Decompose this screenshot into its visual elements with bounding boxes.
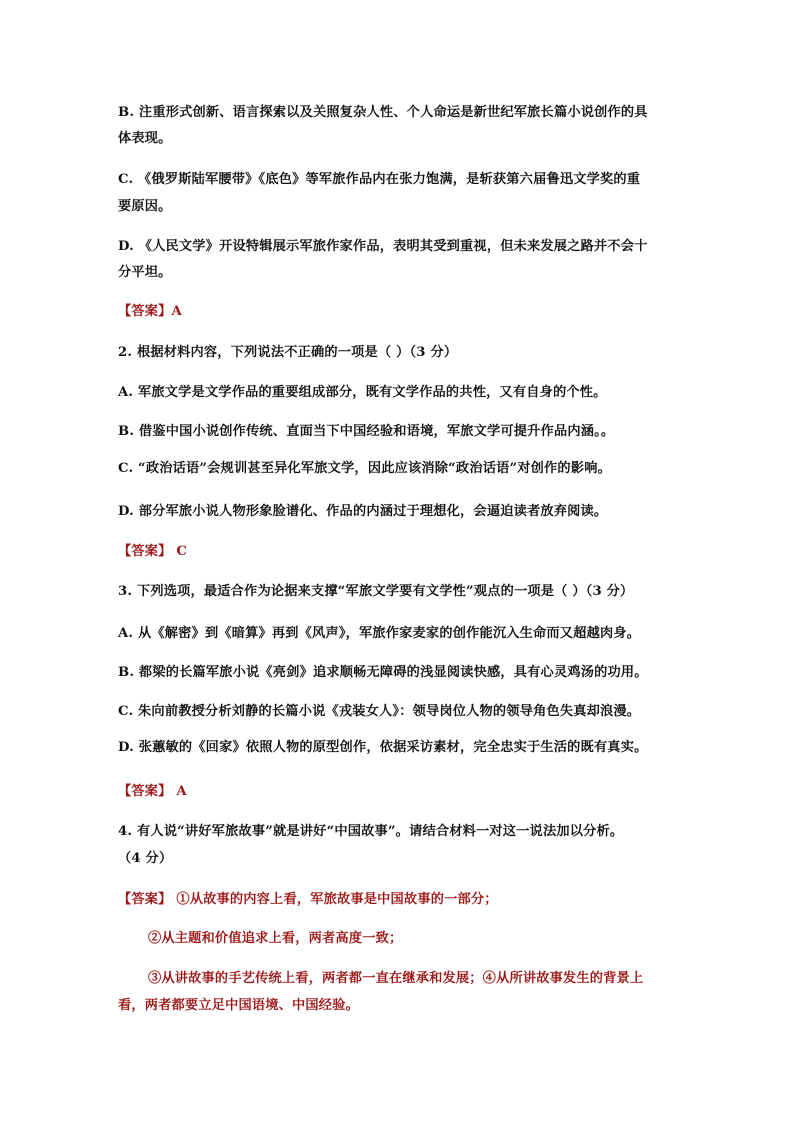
q3-stem: 3. 下列选项，最适合作为论据来支撑“军旅文学要有文学性”观点的一项是（ ）（3 分） xyxy=(118,584,634,599)
q1-option-c-line1: C. 《俄罗斯陆军腰带》《底色》等军旅作品内在张力饱满，是斩获第六届鲁迅文学奖的重 xyxy=(118,172,641,187)
q4-answer-line1: 【答案】 ①从故事的内容上看，军旅故事是中国故事的一部分； xyxy=(118,892,498,907)
q4-stem-line2: （4 分） xyxy=(118,851,173,866)
q4-answer-line4: 看，两者都要立足中国语境、中国经验。 xyxy=(118,998,359,1013)
q3-option-a: A. 从《解密》到《暗算》再到《风声》，军旅作家麦家的创作能沉入生命而又超越肉身。 xyxy=(118,626,641,641)
q1-option-c-line2: 要原因。 xyxy=(118,199,172,214)
q3-option-b: B. 都梁的长篇军旅小说《亮剑》追求顺畅无障碍的浅显阅读快感，具有心灵鸡汤的功用。 xyxy=(118,665,648,680)
q2-stem: 2. 根据材料内容，下列说法不正确的一项是（ ）（3 分） xyxy=(118,345,458,360)
q2-option-d: D. 部分军旅小说人物形象脸谱化、作品的内涵过于理想化，会逼迫读者放弃阅读。 xyxy=(118,504,608,519)
q2-option-b: B. 借鉴中国小说创作传统、直面当下中国经验和语境，军旅文学可提升作品内涵。。 xyxy=(118,424,615,439)
q2-option-a: A. 军旅文学是文学作品的重要组成部分，既有文学作品的共性，又有自身的个性。 xyxy=(118,385,607,400)
q1-option-b-line1: B. 注重形式创新、语言探索以及关照复杂人性、个人命运是新世纪军旅长篇小说创作的具 xyxy=(118,105,648,120)
q4-stem-line1: 4. 有人说“讲好军旅故事”就是讲好“中国故事”。请结合材料一对这一说法加以分析。 xyxy=(118,824,624,839)
q4-answer-line2: ②从主题和价值追求上看，两者高度一致； xyxy=(148,931,403,946)
q3-option-c: C. 朱向前教授分析刘静的长篇小说《戎装女人》：领导岗位人物的领导角色失真却浪漫。 xyxy=(118,704,641,719)
q2-option-c: C. “政治话语”会规训甚至异化军旅文学，因此应该消除“政治话语”对创作的影响。 xyxy=(118,461,611,476)
q1-answer: 【答案】A xyxy=(118,304,182,319)
q2-answer: 【答案】 C xyxy=(118,544,188,559)
q1-option-d-line2: 分平坦。 xyxy=(118,265,172,280)
q1-option-b-line2: 体表现。 xyxy=(118,131,172,146)
q3-option-d: D. 张蕙敏的《回家》依照人物的原型创作，依据采访素材，完全忠实于生活的既有真实。 xyxy=(118,740,648,755)
q1-option-d-line1: D. 《人民文学》开设特辑展示军旅作家作品，表明其受到重视，但未来发展之路并不会十 xyxy=(118,239,648,254)
q4-answer-line3: ③从讲故事的手艺传统上看，两者都一直在继承和发展；④从所讲故事发生的背景上 xyxy=(148,971,644,986)
q3-answer: 【答案】 A xyxy=(118,784,187,799)
